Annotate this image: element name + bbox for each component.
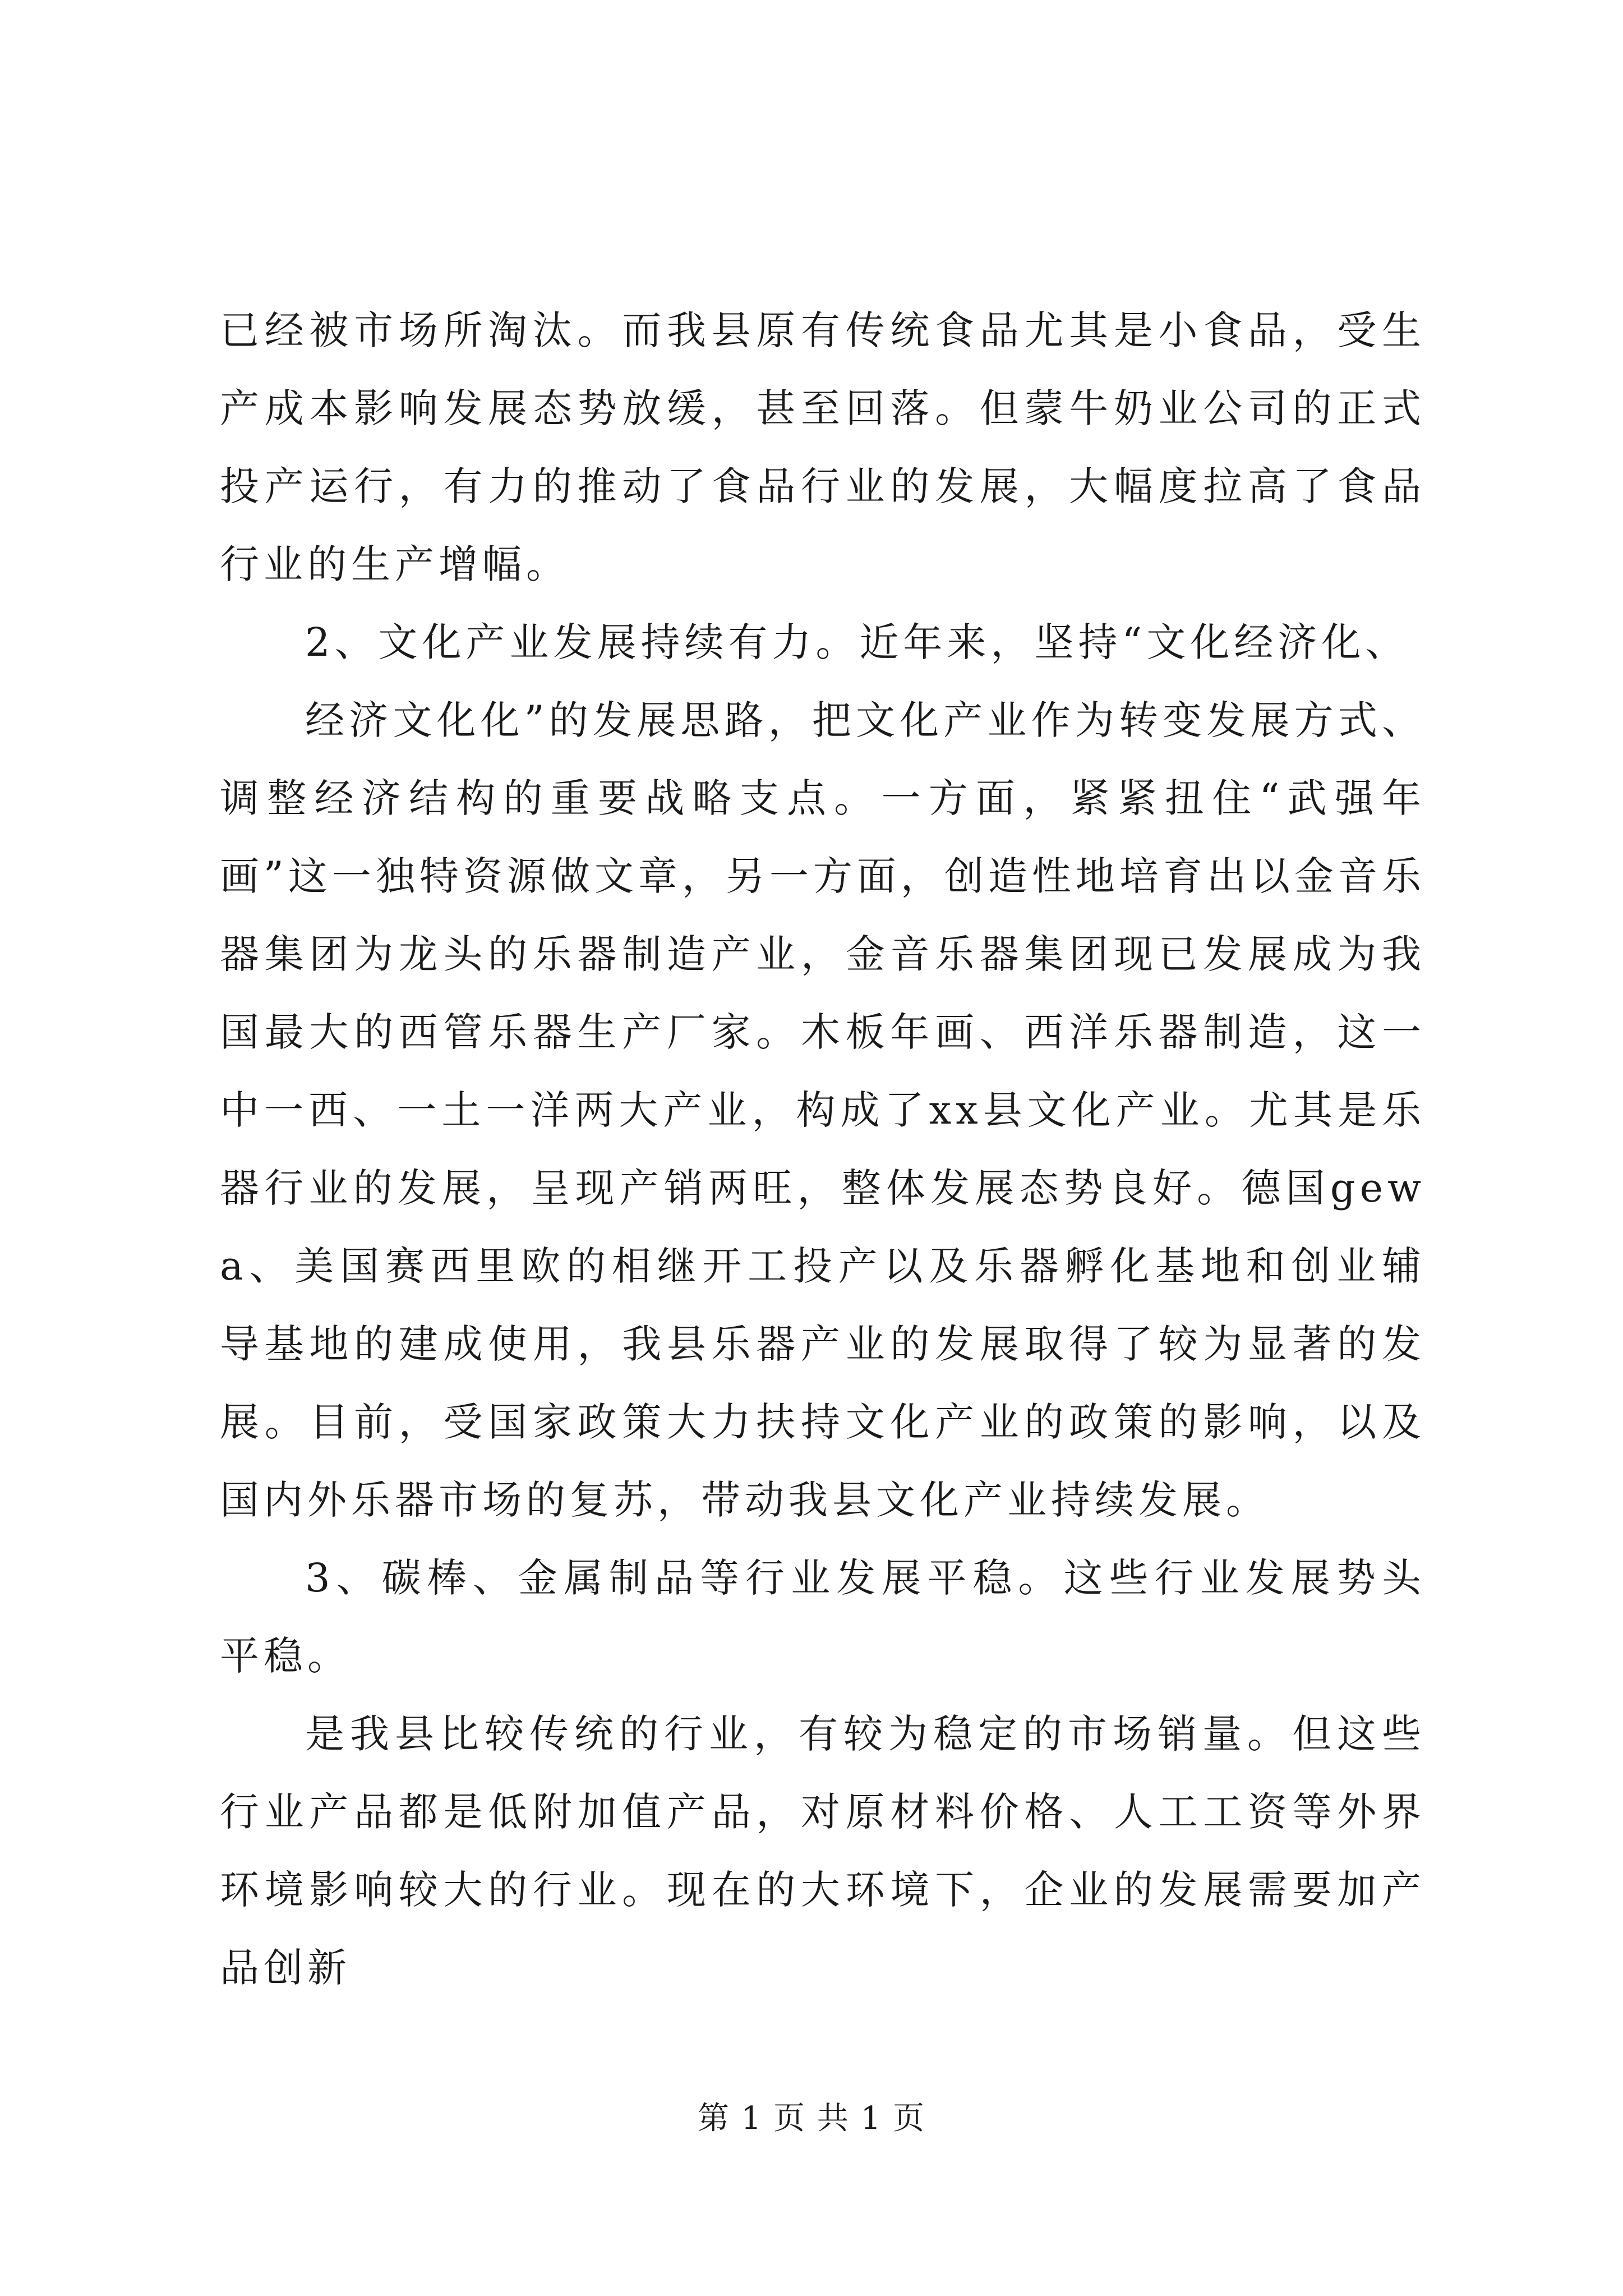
page-footer bbox=[0, 2099, 1623, 2138]
document-body bbox=[220, 292, 1426, 2007]
page-number-label: 第 1 页 共 1 页 bbox=[697, 2100, 926, 2137]
paragraph-carbon-metal-heading: 3、碳棒、金属制品等行业发展平稳。这些行业发展势头平稳。 bbox=[220, 1555, 1426, 1679]
paragraph-food-industry: 已经被市场所淘汰。而我县原有传统食品尤其是小食品，受生产成本影响发展态势放缓，甚至回落。但蒙牛奶业公司的正式投产运行，有力的推动了食品行业的发展，大幅度拉高了食品行业的生产增幅。 bbox=[220, 307, 1426, 587]
paragraph-culture-heading: 2、文化产业发展持续有力。近年来，坚持“文化经济化、 bbox=[305, 619, 1409, 665]
paragraph-traditional-industry: 是我县比较传统的行业，有较为稳定的市场销量。但这些行业产品都是低附加值产品，对原材料价格、人工工资等外界环境影响较大的行业。现在的大环境下，企业的发展需要加产品创新 bbox=[220, 1711, 1426, 1991]
paragraph-culture-industry: 经济文化化”的发展思路，把文化产业作为转变发展方式、调整经济结构的重要战略支点。一方面，紧紧扭住“武强年画”这一独特资源做文章，另一方面，创造性地培育出以金音乐器集团为龙头的乐器制造产业，金音乐器集团现已发展成为我国最大的西管乐器生产厂家。木板年画、西洋乐器制造，这一中一西、一土一洋两大产业，构成了xx县文化产业。尤其是乐器行业的发展，呈现产销两旺，整体发展态势良好。德国gewa、美国赛西里欧的相继开工投产以及乐器孵化基地和创业辅导基地的建成使用，我县乐器产业的发展取得了较为显著的发展。目前，受国家政策大力扶持文化产业的政策的影响，以及国内外乐器市场的复苏，带动我县文化产业持续发展。 bbox=[220, 697, 1426, 1523]
